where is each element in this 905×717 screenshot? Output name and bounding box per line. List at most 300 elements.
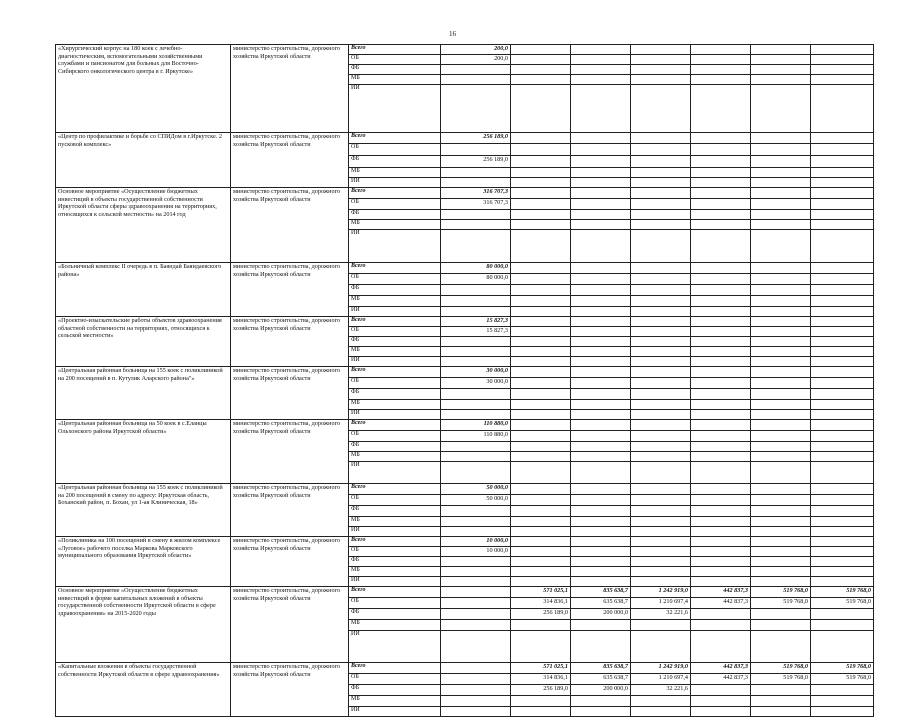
value-cell: 1 242 919,0 [631,663,691,674]
value-cell: 32 221,6 [631,609,691,620]
value-cell [441,609,511,620]
value-cell [691,210,751,220]
activity-name: «Капитальные вложения в объекты государственной собственности Иркутской области в сфере здравоохранения» [56,663,231,717]
value-cell [631,85,691,133]
value-cell [691,547,751,557]
value-cell [511,378,571,389]
value-cell [691,609,751,620]
value-cell [631,527,691,537]
value-cell [571,65,631,75]
value-cell [571,188,631,199]
value-cell [511,337,571,347]
value-cell [751,577,811,587]
value-cell [441,400,511,410]
value-cell: 571 025,1 [511,587,571,598]
value-cell [441,442,511,452]
value-cell [511,307,571,317]
value-cell [691,517,751,527]
value-cell [691,685,751,696]
table-row [56,587,874,598]
value-cell [691,557,751,567]
value-cell [631,410,691,420]
value-cell [811,484,874,495]
value-cell [691,307,751,317]
value-cell: 1 242 919,0 [631,587,691,598]
value-cell [631,517,691,527]
value-cell [441,296,511,307]
value-cell [691,357,751,367]
funding-source: МБ [349,452,441,462]
value-cell: 200,0 [441,45,511,55]
value-cell [511,75,571,85]
funding-source: ИИ [349,230,441,263]
value-cell: 835 638,7 [571,587,631,598]
value-cell [441,347,511,357]
value-cell [691,347,751,357]
activity-name: Основное мероприятие «Осуществление бюджетных инвестиций в форме капитальных вложений в объекты государственной собственности Иркутской области в сфере здравоохранения» на 2015-2020 годы [56,587,231,663]
value-cell [691,462,751,484]
value-cell [691,156,751,168]
value-cell: 200,0 [441,55,511,65]
value-cell [631,557,691,567]
funding-source: ОБ [349,274,441,285]
value-cell [631,347,691,357]
value-cell [751,307,811,317]
funding-source: ИИ [349,577,441,587]
value-cell: 316 707,3 [441,199,511,210]
value-cell [571,144,631,156]
value-cell [511,707,571,717]
value-cell: 442 837,3 [691,663,751,674]
value-cell [511,389,571,400]
value-cell [571,210,631,220]
value-cell [751,156,811,168]
value-cell [511,506,571,517]
value-cell [511,442,571,452]
funding-source: МБ [349,296,441,307]
value-cell [441,674,511,685]
value-cell: 30 000,0 [441,378,511,389]
value-cell [811,378,874,389]
funding-source: ОБ [349,598,441,609]
value-cell [751,220,811,230]
value-cell [631,357,691,367]
funding-source: ИИ [349,527,441,537]
value-cell [571,506,631,517]
responsible-executor: министерство строительства, дорожного хозяйства Иркутской области [231,484,349,537]
value-cell [751,378,811,389]
value-cell [571,631,631,663]
value-cell [751,631,811,663]
value-cell [631,55,691,65]
value-cell: 314 836,1 [511,674,571,685]
value-cell [631,156,691,168]
table-row [56,45,874,55]
value-cell [511,133,571,144]
funding-source: ФБ [349,609,441,620]
value-cell [691,631,751,663]
value-cell: 15 827,3 [441,327,511,337]
value-cell [691,506,751,517]
value-cell [751,367,811,378]
value-cell [751,506,811,517]
value-cell [511,495,571,506]
funding-source: Всего [349,45,441,55]
value-cell [691,620,751,631]
funding-source: ОБ [349,55,441,65]
value-cell [441,517,511,527]
funding-source: Всего [349,587,441,598]
value-cell [811,577,874,587]
value-cell [571,199,631,210]
funding-source: МБ [349,620,441,631]
value-cell [441,210,511,220]
value-cell [571,85,631,133]
value-cell [631,317,691,327]
value-cell: 80 000,0 [441,274,511,285]
responsible-executor: министерство строительства, дорожного хозяйства Иркутской области [231,587,349,663]
value-cell: 110 880,0 [441,420,511,431]
value-cell [631,462,691,484]
value-cell: 835 638,7 [571,663,631,674]
value-cell [691,263,751,274]
value-cell [571,274,631,285]
value-cell [691,527,751,537]
value-cell: 256 189,0 [511,609,571,620]
value-cell [511,317,571,327]
value-cell [631,263,691,274]
value-cell [631,274,691,285]
value-cell [811,199,874,210]
value-cell [571,168,631,178]
value-cell [811,274,874,285]
value-cell [811,462,874,484]
value-cell: 256 189,0 [441,156,511,168]
value-cell [441,168,511,178]
value-cell [441,230,511,263]
value-cell [691,567,751,577]
funding-source: МБ [349,517,441,527]
value-cell [751,144,811,156]
table-row [56,133,874,144]
value-cell [511,230,571,263]
value-cell [811,567,874,577]
value-cell [811,285,874,296]
value-cell [441,452,511,462]
value-cell [511,527,571,537]
value-cell [811,442,874,452]
funding-source: ФБ [349,210,441,220]
value-cell [571,484,631,495]
responsible-executor: министерство строительства, дорожного хозяйства Иркутской области [231,367,349,420]
value-cell [571,367,631,378]
value-cell [511,85,571,133]
value-cell [511,517,571,527]
funding-source: ФБ [349,557,441,567]
value-cell [511,567,571,577]
value-cell: 32 221,6 [631,685,691,696]
value-cell [511,577,571,587]
value-cell [811,420,874,431]
value-cell: 1 210 697,4 [631,674,691,685]
value-cell [631,696,691,707]
funding-source: ОБ [349,327,441,337]
value-cell [691,144,751,156]
value-cell [571,45,631,55]
funding-source: ФБ [349,65,441,75]
value-cell [691,431,751,442]
value-cell [811,506,874,517]
value-cell [691,168,751,178]
value-cell [631,484,691,495]
value-cell [691,484,751,495]
value-cell [751,178,811,188]
value-cell [571,378,631,389]
value-cell [441,178,511,188]
value-cell [631,337,691,347]
value-cell [571,230,631,263]
table-row [56,188,874,199]
value-cell [691,378,751,389]
value-cell [631,327,691,337]
scan-speck: . [350,632,352,638]
value-cell [811,85,874,133]
value-cell [511,274,571,285]
value-cell [571,696,631,707]
responsible-executor: министерство строительства, дорожного хозяйства Иркутской области [231,133,349,188]
funding-source: ОБ [349,144,441,156]
value-cell [631,220,691,230]
value-cell [631,577,691,587]
value-cell [751,442,811,452]
value-cell [751,327,811,337]
value-cell [751,230,811,263]
value-cell [511,462,571,484]
value-cell [811,557,874,567]
funding-source: ФБ [349,285,441,296]
value-cell [631,389,691,400]
value-cell: 519 768,0 [811,587,874,598]
funding-source: ФБ [349,442,441,452]
funding-source: МБ [349,220,441,230]
value-cell: 519 768,0 [751,674,811,685]
value-cell [511,357,571,367]
value-cell [691,55,751,65]
value-cell [811,133,874,144]
table-row [56,537,874,547]
funding-source: ИИ [349,307,441,317]
value-cell [811,707,874,717]
responsible-executor: министерство строительства, дорожного хозяйства Иркутской области [231,263,349,317]
value-cell [631,620,691,631]
value-cell [691,442,751,452]
page-number: 16 [449,30,456,38]
value-cell [751,431,811,442]
value-cell: 256 189,0 [511,685,571,696]
value-cell [571,156,631,168]
value-cell [811,452,874,462]
value-cell [631,367,691,378]
value-cell [511,263,571,274]
value-cell [751,133,811,144]
value-cell [751,347,811,357]
value-cell [811,400,874,410]
funding-source: ИИ [349,707,441,717]
value-cell [631,431,691,442]
value-cell [751,557,811,567]
value-cell [441,598,511,609]
value-cell: 519 768,0 [811,598,874,609]
value-cell [691,178,751,188]
funding-source: ИИ [349,462,441,484]
value-cell [811,357,874,367]
value-cell [811,307,874,317]
value-cell [691,327,751,337]
value-cell: 10 000,0 [441,547,511,557]
funding-source: МБ [349,567,441,577]
value-cell: 314 836,1 [511,598,571,609]
value-cell [511,188,571,199]
value-cell [511,620,571,631]
value-cell [751,188,811,199]
value-cell [751,620,811,631]
value-cell [441,506,511,517]
value-cell [511,220,571,230]
value-cell [811,263,874,274]
value-cell [691,75,751,85]
responsible-executor: министерство строительства, дорожного хозяйства Иркутской области [231,420,349,484]
value-cell [811,220,874,230]
value-cell [691,65,751,75]
value-cell [441,696,511,707]
value-cell [811,431,874,442]
value-cell [751,517,811,527]
value-cell [441,220,511,230]
value-cell: 15 827,3 [441,317,511,327]
value-cell [441,65,511,75]
value-cell [441,410,511,420]
value-cell: 519 768,0 [811,663,874,674]
value-cell [511,420,571,431]
value-cell [631,707,691,717]
value-cell [571,296,631,307]
value-cell [811,696,874,707]
funding-source: ИИ [349,357,441,367]
value-cell [511,410,571,420]
value-cell [441,307,511,317]
value-cell [631,378,691,389]
value-cell [571,495,631,506]
value-cell [571,517,631,527]
value-cell: 110 880,0 [441,431,511,442]
value-cell [511,696,571,707]
activity-name: Основное мероприятие «Осуществление бюджетных инвестиций в объекты государственной собственности Иркутской области сферы здравоохранения на территориях, относящихся к сельской местности» на 2014 год [56,188,231,263]
value-cell [571,347,631,357]
value-cell [691,337,751,347]
value-cell: 519 768,0 [751,587,811,598]
value-cell [441,587,511,598]
value-cell [571,537,631,547]
value-cell [441,527,511,537]
value-cell [811,168,874,178]
value-cell [751,65,811,75]
value-cell [751,45,811,55]
value-cell [511,431,571,442]
value-cell [571,327,631,337]
value-cell [631,420,691,431]
table-row [56,367,874,378]
funding-source: Всего [349,367,441,378]
value-cell [691,410,751,420]
value-cell [571,620,631,631]
value-cell [691,367,751,378]
value-cell [811,389,874,400]
value-cell [751,527,811,537]
scan-speck: ; [690,632,692,638]
value-cell [811,144,874,156]
activity-name: «Больничный комплекс II очередь в п. Баяндай Баяндаевского района» [56,263,231,317]
value-cell: 571 025,1 [511,663,571,674]
value-cell [811,631,874,663]
value-cell [811,537,874,547]
value-cell [751,85,811,133]
responsible-executor: министерство строительства, дорожного хозяйства Иркутской области [231,663,349,717]
value-cell [511,156,571,168]
value-cell [811,296,874,307]
value-cell: 519 768,0 [751,663,811,674]
value-cell [631,210,691,220]
value-cell [691,317,751,327]
value-cell [691,696,751,707]
value-cell [571,452,631,462]
value-cell [691,452,751,462]
value-cell [441,663,511,674]
value-cell [441,577,511,587]
value-cell: 519 768,0 [811,674,874,685]
value-cell [571,527,631,537]
funding-source: ФБ [349,389,441,400]
value-cell [631,144,691,156]
value-cell [441,707,511,717]
value-cell [571,400,631,410]
value-cell: 316 707,3 [441,188,511,199]
value-cell [631,537,691,547]
value-cell [631,178,691,188]
value-cell [571,462,631,484]
value-cell [511,210,571,220]
value-cell [811,210,874,220]
value-cell [631,45,691,55]
value-cell [691,420,751,431]
funding-source: ФБ [349,506,441,517]
value-cell [811,527,874,537]
value-cell [441,75,511,85]
responsible-executor: министерство строительства, дорожного хозяйства Иркутской области [231,317,349,367]
funding-source: ИИ [349,410,441,420]
value-cell [691,188,751,199]
value-cell [571,337,631,347]
value-cell [751,537,811,547]
funding-source: Всего [349,420,441,431]
funding-source: ИИ [349,178,441,188]
activity-name: «Центр по профилактике и борьбе со СПИДом в г.Иркутске. 2 пусковой комплекс» [56,133,231,188]
value-cell [811,609,874,620]
value-cell [811,317,874,327]
funding-source: ИИ [349,85,441,133]
value-cell [511,452,571,462]
value-cell [691,577,751,587]
funding-source: ИИ [349,631,441,663]
